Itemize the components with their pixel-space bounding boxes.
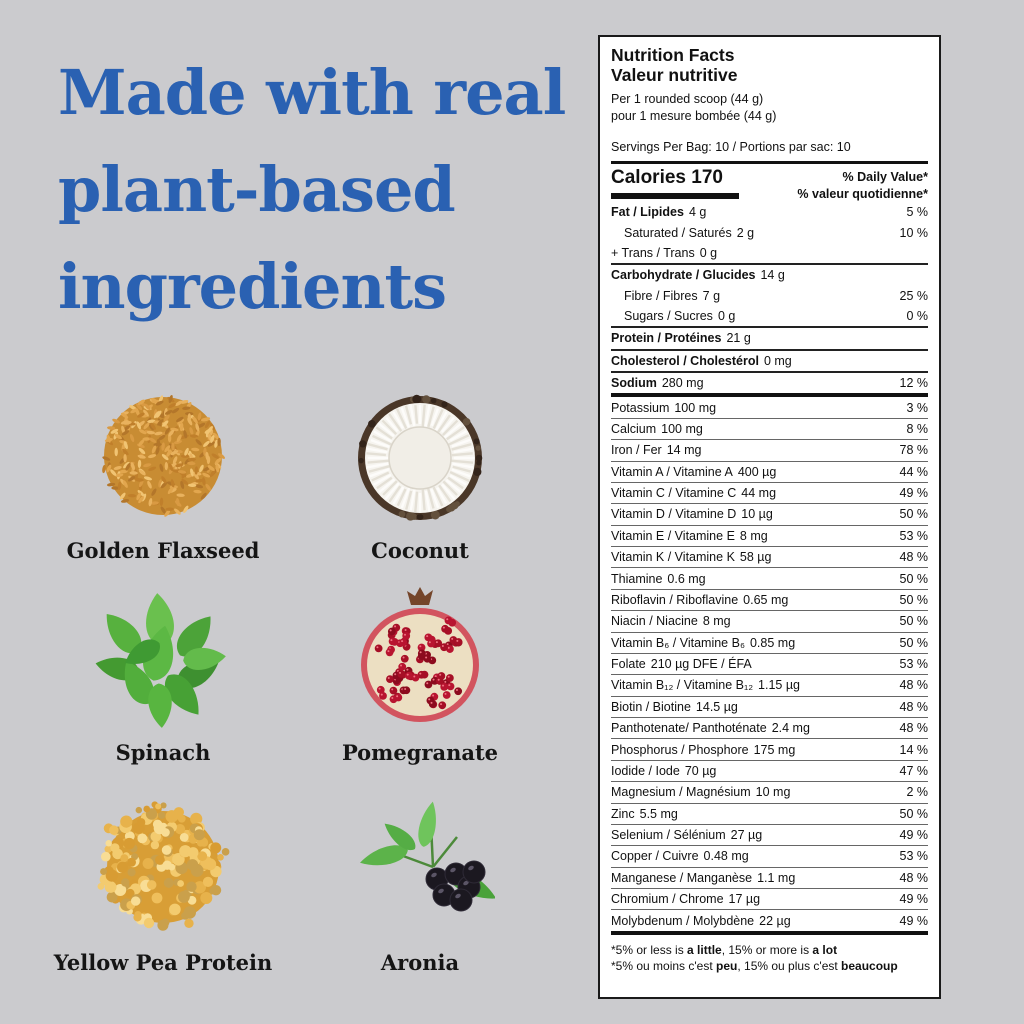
nutrient-row-2: + Trans / Trans 0 g (611, 243, 928, 265)
nutrient-row-28: Zinc 5.5 mg 50 % (611, 804, 928, 825)
footnote-fr: *5% ou moins c'est peu, 15% ou plus c'est beaucoup (611, 958, 898, 973)
servings-per-bag: Servings Per Bag: 10 / Portions par sac: 10 (611, 140, 851, 154)
headline (58, 44, 565, 335)
divider (611, 931, 928, 935)
nutrient-row-13: Vitamin C / Vitamine C 44 mg 49 % (611, 483, 928, 504)
nutrient-row-22: Vitamin B₁₂ / Vitamine B₁₂ 1.15 µg 48 % (611, 675, 928, 696)
nutrient-row-14: Vitamin D / Vitamine D 10 µg 50 % (611, 504, 928, 525)
daily-value-en: % Daily Value* (842, 170, 928, 184)
headline-line-3: ingredients (58, 250, 447, 323)
nf-title-en: Nutrition Facts (611, 45, 735, 65)
spinach-image (88, 585, 238, 735)
ingredient-label-spinach: Spinach (115, 740, 211, 765)
nutrient-row-31: Manganese / Manganèse 1.1 mg 48 % (611, 868, 928, 889)
nutrient-row-25: Phosphorus / Phosphore 175 mg 14 % (611, 739, 928, 760)
nutrient-row-4: Fibre / Fibres 7 g 25 % (624, 288, 928, 303)
serving-size-en: Per 1 rounded scoop (44 g) (611, 92, 764, 106)
pomegranate-image (345, 585, 495, 735)
nutrient-row-17: Thiamine 0.6 mg 50 % (611, 568, 928, 589)
nutrient-row-23: Biotin / Biotine 14.5 µg 48 % (611, 697, 928, 718)
ingredient-pomegranate (300, 585, 540, 765)
daily-value-fr: % valeur quotidienne* (797, 186, 928, 201)
daily-value-header (797, 167, 928, 202)
calories-row (611, 167, 928, 202)
ingredient-coconut (300, 383, 540, 563)
nutrient-row-19: Niacin / Niacine 8 mg 50 % (611, 611, 928, 632)
nutrient-row-7: Cholesterol / Cholestérol 0 mg (611, 351, 928, 373)
nutrient-row-30: Copper / Cuivre 0.48 mg 53 % (611, 846, 928, 867)
headline-line-1: Made with real (58, 56, 566, 129)
nutrient-row-8: Sodium 280 mg 12 % (611, 373, 928, 397)
ingredient-label-pomegranate: Pomegranate (341, 740, 499, 765)
nutrient-row-21: Folate 210 µg DFE / ÉFA 53 % (611, 654, 928, 675)
nutrient-row-5: Sugars / Sucres 0 g 0 % (611, 306, 928, 328)
ingredient-label-yellow-pea-protein: Yellow Pea Protein (53, 950, 273, 975)
ingredient-label-coconut: Coconut (371, 538, 469, 563)
nutrient-row-0: Fat / Lipides 4 g 5 % (611, 205, 928, 220)
ingredient-golden-flaxseed (43, 383, 283, 563)
flaxseed-image (88, 383, 238, 533)
ingredient-label-aronia: Aronia (380, 950, 460, 975)
headline-line-2: plant-based (58, 153, 455, 226)
nutrient-row-10: Calcium 100 mg 8 % (611, 419, 928, 440)
nutrition-facts-panel (598, 35, 941, 999)
nf-title-fr: Valeur nutritive (611, 65, 738, 85)
footnote-en: *5% or less is a little, 15% or more is a lot (611, 942, 838, 957)
nutrient-row-3: Carbohydrate / Glucides 14 g (611, 268, 785, 283)
nutrient-row-24: Panthotenate/ Panthoténate 2.4 mg 48 % (611, 718, 928, 739)
ingredient-aronia (300, 795, 540, 975)
calories-value: Calories 170 (611, 167, 723, 188)
ingredient-yellow-pea-protein (43, 795, 283, 975)
nutrient-row-26: Iodide / Iode 70 µg 47 % (611, 761, 928, 782)
nutrient-row-20: Vitamin B₆ / Vitamine B₆ 0.85 mg 50 % (611, 633, 928, 654)
serving-size-fr: pour 1 mesure bombée (44 g) (611, 109, 777, 123)
nutrient-row-29: Selenium / Sélénium 27 µg 49 % (611, 825, 928, 846)
calories-block (611, 167, 739, 199)
nutrient-row-12: Vitamin A / Vitamine A 400 µg 44 % (611, 462, 928, 483)
nutrient-row-6: Protein / Protéines 21 g (611, 328, 928, 350)
ingredient-label-golden-flaxseed: Golden Flaxseed (66, 538, 260, 563)
ingredient-spinach (43, 585, 283, 765)
coconut-image (345, 383, 495, 533)
nutrient-row-27: Magnesium / Magnésium 10 mg 2 % (611, 782, 928, 803)
divider (611, 161, 928, 164)
nutrient-row-1: Saturated / Saturés 2 g 10 % (624, 225, 928, 240)
nutrient-row-32: Chromium / Chrome 17 µg 49 % (611, 889, 928, 910)
yellow-pea-image (88, 795, 238, 945)
calories-underline-bar (611, 193, 739, 199)
nutrient-row-18: Riboflavin / Riboflavine 0.65 mg 50 % (611, 590, 928, 611)
nutrient-row-33: Molybdenum / Molybdène 22 µg 49 % (611, 913, 928, 928)
aronia-image (345, 795, 495, 945)
nutrient-row-16: Vitamin K / Vitamine K 58 µg 48 % (611, 547, 928, 568)
nutrient-rows (611, 202, 928, 931)
nutrient-row-11: Iron / Fer 14 mg 78 % (611, 440, 928, 461)
nutrient-row-15: Vitamin E / Vitamine E 8 mg 53 % (611, 526, 928, 547)
nutrient-row-9: Potassium 100 mg 3 % (611, 397, 928, 418)
